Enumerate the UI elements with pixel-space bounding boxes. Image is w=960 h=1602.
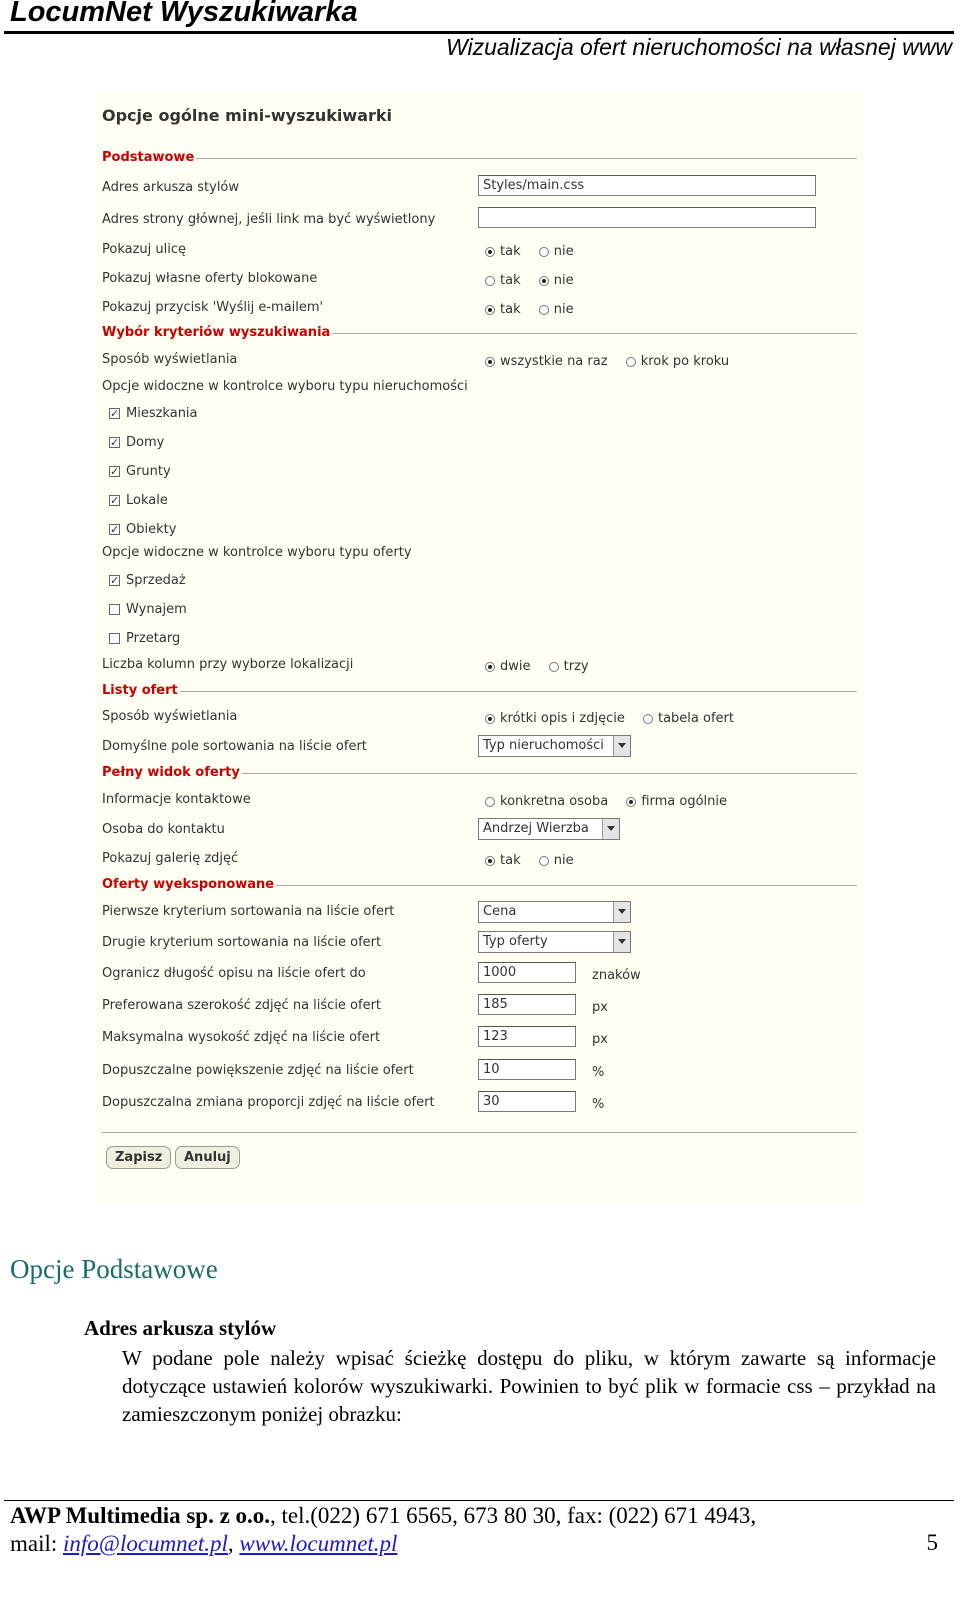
email-yes-radio[interactable]: [485, 302, 521, 317]
desc-length-label: Ogranicz długość opisu na liście ofert do: [102, 966, 366, 981]
columns-three-radio[interactable]: [549, 659, 589, 674]
checkbox-icon[interactable]: ✓: [110, 494, 120, 507]
checkbox-icon[interactable]: [109, 604, 120, 615]
contact-person-radio[interactable]: [485, 794, 608, 809]
chevron-down-icon[interactable]: [602, 819, 619, 839]
footer-rule: [4, 1500, 954, 1501]
checkbox-label: Przetarg: [126, 631, 181, 646]
chevron-down-icon[interactable]: [613, 902, 630, 922]
radio-label: krok po kroku: [640, 354, 730, 369]
sort-select[interactable]: [478, 735, 631, 757]
blocked-no-radio[interactable]: [539, 273, 574, 288]
panel-bottom-divider: [102, 1132, 857, 1133]
radio-button-icon: [539, 247, 549, 257]
radio-label: trzy: [563, 659, 589, 674]
mail-prefix: mail:: [10, 1531, 64, 1556]
save-button[interactable]: Zapisz: [106, 1146, 171, 1169]
section-wyeksponowane: [102, 877, 857, 897]
section-label: Listy ofert: [102, 683, 178, 698]
section-kryteria: [102, 325, 857, 345]
footer-separator: ,: [227, 1531, 240, 1556]
desc-length-unit: znaków: [592, 968, 641, 983]
display-all-radio[interactable]: [485, 354, 608, 369]
checkbox-label: Lokale: [126, 493, 168, 508]
section-heading: Opcje Podstawowe: [10, 1254, 218, 1284]
radio-button-icon: [485, 357, 495, 367]
ratio-unit: %: [592, 1097, 605, 1112]
radio-button-icon: [626, 357, 636, 367]
email-button-radio-group: [485, 302, 588, 319]
section-label: Oferty wyeksponowane: [102, 877, 275, 892]
radio-label: tak: [500, 853, 521, 868]
email-button-label: Pokazuj przycisk 'Wyślij e-mailem': [102, 300, 324, 315]
checkbox-icon[interactable]: [109, 633, 120, 644]
checkbox-row[interactable]: [109, 464, 171, 479]
img-width-label: Preferowana szerokość zdjęć na liście ofert: [102, 998, 382, 1013]
radio-button-icon: [539, 305, 549, 315]
sort2-select[interactable]: [478, 931, 631, 953]
blocked-radio-group: [485, 273, 588, 290]
checkbox-label: Wynajem: [126, 602, 187, 617]
homepage-label: Adres strony głównej, jeśli link ma być wyświetlony: [102, 212, 436, 227]
sort1-label: Pierwsze kryterium sortowania na liście ofert: [102, 904, 395, 919]
select-value: Andrzej Wierzba: [483, 821, 589, 836]
page-number: 5: [926, 1530, 938, 1555]
checkbox-icon[interactable]: ✓: [110, 523, 120, 536]
section-divider: [102, 158, 857, 159]
section-divider: [102, 691, 857, 692]
radio-button-icon: [485, 714, 495, 724]
document-title: LocumNet Wyszukiwarka: [10, 0, 358, 28]
footer-contact: , tel.(022) 671 6565, 673 80 30, fax: (022) 671 4943,: [270, 1503, 757, 1528]
checkbox-row[interactable]: [109, 573, 186, 588]
radio-label: konkretna osoba: [500, 794, 609, 809]
radio-label: dwie: [500, 659, 531, 674]
img-height-input[interactable]: 123: [478, 1026, 576, 1047]
stylesheet-label: Adres arkusza stylów: [102, 180, 240, 195]
img-width-unit: px: [592, 1000, 608, 1015]
checkbox-row[interactable]: [109, 522, 176, 537]
display-mode-label: Sposób wyświetlania: [102, 352, 238, 367]
columns-two-radio[interactable]: [485, 659, 531, 674]
img-height-label: Maksymalna wysokość zdjęć na liście ofert: [102, 1030, 381, 1045]
radio-button-icon: [485, 662, 495, 672]
checkbox-row[interactable]: [109, 631, 180, 646]
radio-button-icon: [539, 856, 549, 866]
radio-label: tak: [500, 302, 521, 317]
email-no-radio[interactable]: [539, 302, 574, 317]
radio-button-icon: [539, 276, 549, 286]
radio-label: wszystkie na raz: [500, 354, 608, 369]
list-short-radio[interactable]: [485, 711, 625, 726]
radio-label: tak: [500, 244, 521, 259]
radio-button-icon: [485, 276, 495, 286]
options-panel-screenshot: [95, 92, 865, 1204]
list-display-radio-group: [485, 711, 748, 728]
columns-label: Liczba kolumn przy wyborze lokalizacji: [102, 657, 354, 672]
checkbox-label: Domy: [126, 435, 165, 450]
checkbox-icon[interactable]: ✓: [110, 407, 120, 420]
display-step-radio[interactable]: [626, 354, 729, 369]
checkbox-row[interactable]: [109, 406, 198, 421]
street-radio-group: [485, 244, 588, 261]
street-no-radio[interactable]: [539, 244, 574, 259]
radio-label: nie: [553, 853, 574, 868]
enlarge-label: Dopuszczalne powiększenie zdjęć na liście ofert: [102, 1063, 414, 1078]
contact-person-label: Osoba do kontaktu: [102, 822, 225, 837]
stylesheet-input[interactable]: Styles/main.css: [478, 175, 816, 196]
radio-button-icon: [549, 662, 559, 672]
checkbox-label: Sprzedaż: [126, 573, 186, 588]
company-name: AWP Multimedia sp. z o.o.: [10, 1503, 271, 1528]
select-value: Cena: [483, 904, 517, 919]
select-value: Typ oferty: [483, 934, 548, 949]
section-label: Pełny widok oferty: [102, 765, 240, 780]
gallery-yes-radio[interactable]: [485, 853, 521, 868]
footer-contact-line: [10, 1503, 756, 1529]
contact-info-radio-group: [485, 794, 741, 811]
cancel-button[interactable]: Anuluj: [175, 1146, 240, 1169]
columns-radio-group: [485, 659, 603, 676]
email-link[interactable]: info@locumnet.pl: [63, 1531, 228, 1556]
radio-label: tak: [500, 273, 521, 288]
homepage-input[interactable]: [478, 207, 816, 228]
select-value: Typ nieruchomości: [483, 738, 604, 753]
body-paragraph: W podane pole należy wpisać ścieżkę dostępu do pliku, w którym zawarte są informacje dotyczące ustawień kolorów wyszukiwarki. Powinien to być plik w formacie css – przykład na zamieszczonym poniżej obrazku:: [122, 1346, 936, 1426]
radio-label: tabela ofert: [657, 711, 734, 726]
enlarge-unit: %: [592, 1065, 605, 1080]
gallery-radio-group: [485, 853, 588, 870]
street-label: Pokazuj ulicę: [102, 242, 187, 257]
sort-label: Domyślne pole sortowania na liście ofert: [102, 739, 367, 754]
section-pelny: [102, 765, 857, 785]
sort1-select[interactable]: [478, 901, 631, 923]
img-height-unit: px: [592, 1032, 608, 1047]
enlarge-input[interactable]: 10: [478, 1059, 576, 1080]
checkbox-icon[interactable]: ✓: [110, 465, 120, 478]
offer-type-options-label: Opcje widoczne w kontrolce wyboru typu oferty: [102, 545, 412, 560]
website-link[interactable]: www.locumnet.pl: [239, 1531, 398, 1556]
checkbox-row[interactable]: [109, 435, 164, 450]
desc-length-input[interactable]: 1000: [478, 962, 576, 983]
footer-mail-line: [10, 1531, 397, 1557]
section-label: Podstawowe: [102, 150, 195, 165]
radio-button-icon: [485, 797, 495, 807]
radio-button-icon: [485, 305, 495, 315]
ratio-label: Dopuszczalna zmiana proporcji zdjęć na liście ofert: [102, 1095, 435, 1110]
document-subtitle: Wizualizacja ofert nieruchomości na własnej www: [446, 34, 952, 60]
chevron-down-icon[interactable]: [613, 736, 630, 756]
checkbox-label: Grunty: [126, 464, 171, 479]
radio-button-icon: [485, 856, 495, 866]
sort2-label: Drugie kryterium sortowania na liście ofert: [102, 935, 382, 950]
section-label: Wybór kryteriów wyszukiwania: [102, 325, 331, 340]
radio-label: nie: [553, 302, 574, 317]
checkbox-row[interactable]: [109, 493, 168, 508]
ratio-input[interactable]: 30: [478, 1091, 576, 1112]
gallery-label: Pokazuj galerię zdjęć: [102, 851, 239, 866]
blocked-yes-radio[interactable]: [485, 273, 521, 288]
checkbox-row[interactable]: [109, 602, 187, 617]
property-type-options-label: Opcje widoczne w kontrolce wyboru typu nieruchomości: [102, 379, 468, 394]
checkbox-icon[interactable]: ✓: [110, 574, 120, 587]
img-width-input[interactable]: 185: [478, 994, 576, 1015]
radio-label: nie: [553, 273, 574, 288]
display-mode-radio-group: [485, 354, 743, 371]
gallery-no-radio[interactable]: [539, 853, 574, 868]
chevron-down-icon[interactable]: [613, 932, 630, 952]
checkbox-label: Obiekty: [126, 522, 177, 537]
street-yes-radio[interactable]: [485, 244, 521, 259]
panel-title: Opcje ogólne mini-wyszukiwarki: [102, 106, 393, 125]
checkbox-icon[interactable]: ✓: [110, 436, 120, 449]
contact-info-label: Informacje kontaktowe: [102, 792, 251, 807]
radio-button-icon: [485, 247, 495, 257]
blocked-label: Pokazuj własne oferty blokowane: [102, 271, 318, 286]
contact-person-select[interactable]: [478, 818, 620, 840]
section-podstawowe: [102, 150, 857, 170]
list-display-label: Sposób wyświetlania: [102, 709, 238, 724]
contact-company-radio[interactable]: [626, 794, 727, 809]
radio-label: krótki opis i zdjęcie: [500, 711, 625, 726]
list-table-radio[interactable]: [643, 711, 734, 726]
subsection-heading: Adres arkusza stylów: [84, 1316, 277, 1340]
section-listy: [102, 683, 857, 703]
radio-button-icon: [643, 714, 653, 724]
checkbox-label: Mieszkania: [126, 406, 198, 421]
radio-label: nie: [553, 244, 574, 259]
radio-button-icon: [626, 797, 636, 807]
radio-label: firma ogólnie: [641, 794, 728, 809]
